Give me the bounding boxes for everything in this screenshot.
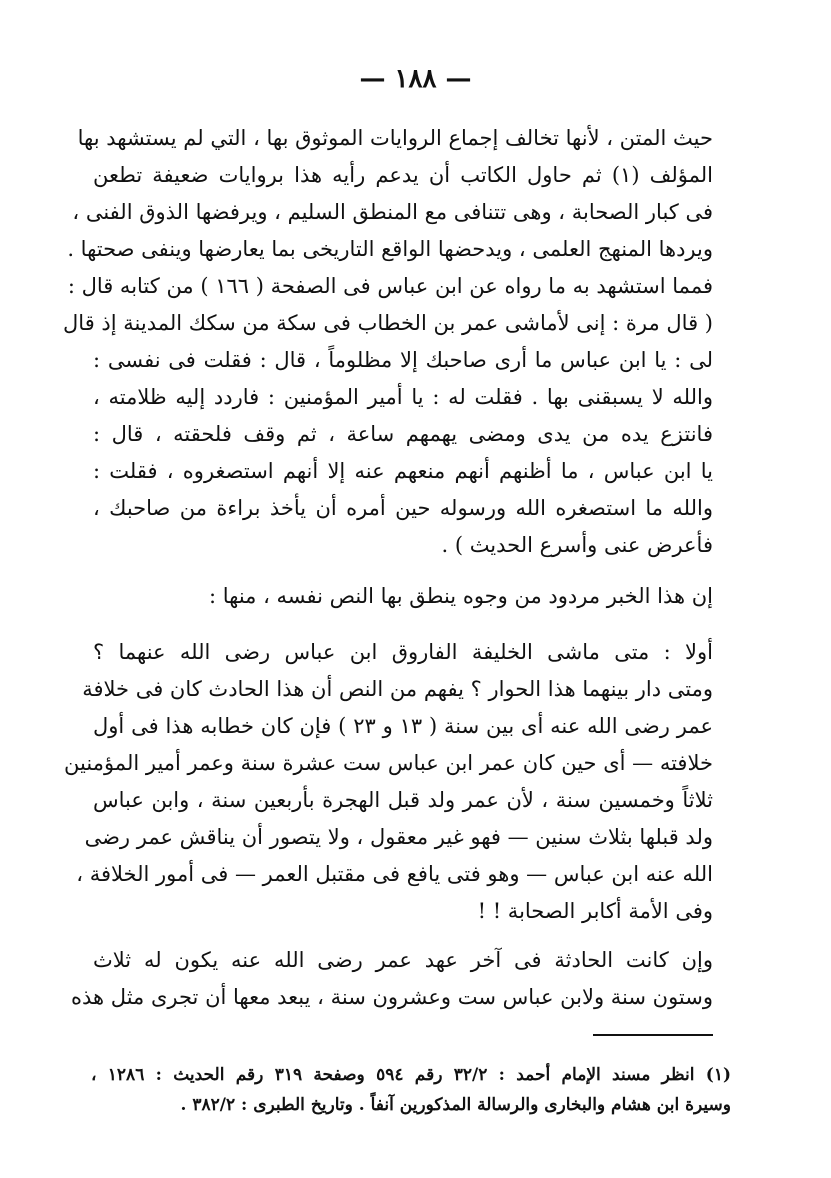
page-number: — ١٨٨ —	[359, 64, 472, 94]
text-line: ( قال مرة : إنى لأماشى عمر بن الخطاب فى سكة من سكك المدينة إذ قال	[63, 311, 713, 335]
text-line: فانتزع يده من يدى ومضى يهمهم ساعة ، ثم وقف فلحقته ، قال :	[93, 422, 713, 446]
text-line: ويردها المنهج العلمى ، ويدحضها الواقع التاريخى بما يعارضها وينفى صحتها .	[67, 237, 713, 261]
text-line: فأعرض عنى وأسرع الحديث ) .	[441, 533, 713, 557]
text-line: ولد قبلها بثلاث سنين — فهو غير معقول ، ولا يتصور أن يناقش عمر رضى	[84, 825, 713, 849]
text-line: حيث المتن ، لأنها تخالف إجماع الروايات الموثوق بها ، التي لم يستشهد بها	[77, 126, 713, 150]
text-line: خلافته — أى حين كان عمر ابن عباس ست عشرة سنة وعمر أمير المؤمنين	[64, 751, 713, 775]
text-line: وإن كانت الحادثة فى آخر عهد عمر رضى الله عنه يكون له ثلاث	[93, 948, 713, 972]
text-line: والله ما استصغره الله ورسوله حين أمره أن يأخذ براءة من صاحبك ،	[93, 496, 713, 520]
text-line: ثلاثاً وخمسين سنة ، لأن عمر ولد قبل الهجرة بأربعين سنة ، وابن عباس	[93, 788, 713, 812]
text-line: وفى الأمة أكابر الصحابة ! !	[477, 899, 713, 923]
text-line: لى : يا ابن عباس ما أرى صاحبك إلا مظلوماً ، قال : فقلت فى نفسى :	[93, 348, 713, 372]
footnote-rule	[593, 1034, 713, 1036]
text-line: فى كبار الصحابة ، وهى تتنافى مع المنطق السليم ، ويرفضها الذوق الفنى ،	[72, 200, 713, 224]
text-line: أولا : متى ماشى الخليفة الفاروق ابن عباس رضى الله عنهما ؟	[93, 640, 713, 664]
text-line: يا ابن عباس ، ما أظنهم أنهم منعهم عنه إلا أنهم استصغروه ، فقلت :	[93, 459, 713, 483]
text-line: ومتى دار بينهما هذا الحوار ؟ يفهم من النص أن هذا الحادث كان فى خلافة	[82, 677, 713, 701]
text-line: إن هذا الخبر مردود من وجوه ينطق بها النص نفسه ، منها :	[208, 584, 713, 608]
text-line: والله لا يسبقنى بها . فقلت له : يا أمير المؤمنين : فاردد إليه ظلامته ،	[93, 385, 713, 409]
text-line: وستون سنة ولابن عباس ست وعشرون سنة ، يبعد معها أن تجرى مثل هذه	[71, 985, 713, 1009]
text-line: الله عنه ابن عباس — وهو فتى يافع فى مقتبل العمر — فى أمور الخلافة ،	[76, 862, 713, 886]
text-line: فمما استشهد به ما رواه عن ابن عباس فى الصفحة ( ١٦٦ ) من كتابه قال :	[67, 274, 713, 298]
text-line: عمر رضى الله عنه أى بين سنة ( ١٣ و ٢٣ ) فإن كان خطابه هذا فى أول	[93, 714, 714, 738]
text-line: المؤلف (١) ثم حاول الكاتب أن يدعم رأيه هذا بروايات ضعيفة تطعن	[93, 163, 713, 187]
footnote-line: (١) انظر مسند الإمام أحمد : ٣٢/٢ رقم ٥٩٤ وصفحة ٣١٩ رقم الحديث : ١٢٨٦ ،	[91, 1065, 731, 1085]
footnote-line: وسيرة ابن هشام والبخارى والرسالة المذكورين آنفاً . وتاريخ الطبرى : ٣٨٢/٢ .	[180, 1095, 731, 1115]
